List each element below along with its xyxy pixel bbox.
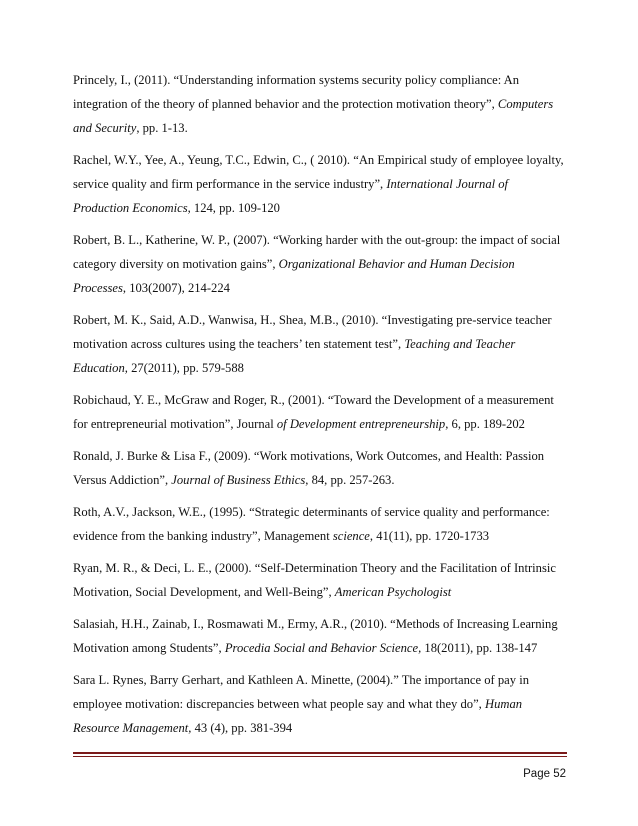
reference-entry bbox=[73, 668, 567, 740]
reference-details: , 6, pp. 189-202 bbox=[445, 417, 525, 431]
reference-source: Human Resource Management, bbox=[73, 697, 523, 735]
reference-details: , pp. 1-13. bbox=[136, 121, 188, 135]
footer-divider-thin bbox=[73, 756, 567, 757]
reference-source: Procedia Social and Behavior Science, bbox=[224, 641, 422, 655]
reference-source: Organizational Behavior and Human Decision Processes bbox=[73, 257, 515, 295]
reference-source: Journal of Business Ethics bbox=[171, 473, 306, 487]
reference-entry bbox=[73, 556, 567, 604]
footer-divider bbox=[73, 752, 567, 754]
reference-entry bbox=[73, 228, 567, 300]
reference-entry bbox=[73, 148, 567, 220]
reference-details: 18(2011), pp. 138-147 bbox=[421, 641, 538, 655]
reference-text: Robert, B. L., Katherine, W. P., (2007). “Working harder with the out-group: the impact of social category diversity on motivation gains”, bbox=[73, 233, 561, 271]
reference-text: Rachel, W.Y., Yee, A., Yeung, T.C., Edwin, C., ( 2010). “An Empirical study of employee loyalty, service quality and firm performance in the service industry”, bbox=[73, 153, 564, 191]
reference-text: Ryan, M. R., & Deci, L. E., (2000). “Self-Determination Theory and the Facilitation of Intrinsic Motivation, Social Development, and Well-Being”, bbox=[73, 561, 556, 599]
reference-details: 27(2011), pp. 579-588 bbox=[127, 361, 244, 375]
page-number: Page 52 bbox=[523, 768, 566, 780]
reference-details: 43 (4), pp. 381-394 bbox=[191, 721, 293, 735]
reference-entry bbox=[73, 612, 567, 660]
reference-entry bbox=[73, 444, 567, 492]
reference-entry bbox=[73, 68, 567, 140]
reference-source: Computers and Security bbox=[73, 97, 554, 135]
reference-text: Salasiah, H.H., Zainab, I., Rosmawati M., Ermy, A.R., (2010). “Methods of Increasing Learning Motivation among Students”, bbox=[73, 617, 558, 655]
reference-text: Sara L. Rynes, Barry Gerhart, and Kathleen A. Minette, (2004).” The importance of pay in employee motivation: discrepancies between what people say and what they do”, bbox=[73, 673, 529, 711]
reference-text: Princely, I., (2011). “Understanding information systems security policy compliance: An integration of the theory of planned behavior and the protection motivation theory”, bbox=[73, 73, 520, 111]
reference-details: , 84, pp. 257-263. bbox=[305, 473, 395, 487]
reference-details: , 103(2007), 214-224 bbox=[122, 281, 230, 295]
reference-entry bbox=[73, 500, 567, 548]
reference-entry bbox=[73, 388, 567, 436]
reference-details: , 41(11), pp. 1720-1733 bbox=[369, 529, 490, 543]
reference-details: 124, pp. 109-120 bbox=[190, 201, 280, 215]
reference-text: Robichaud, Y. E., McGraw and Roger, R., (2001). “Toward the Development of a measurement for entrepreneurial motivation”, Journal bbox=[73, 393, 554, 431]
reference-source: science bbox=[332, 529, 370, 543]
reference-text: Roth, A.V., Jackson, W.E., (1995). “Strategic determinants of service quality and performance: evidence from the banking industry”, Management bbox=[73, 505, 550, 543]
reference-source: American Psychologist bbox=[334, 585, 452, 599]
reference-source: of Development entrepreneurship bbox=[276, 417, 446, 431]
reference-list bbox=[73, 68, 567, 748]
reference-source: Teaching and Teacher Education, bbox=[73, 337, 516, 375]
reference-entry bbox=[73, 308, 567, 380]
reference-source: International Journal of Production Economics, bbox=[73, 177, 509, 215]
reference-text: Ronald, J. Burke & Lisa F., (2009). “Work motivations, Work Outcomes, and Health: Passion Versus Addiction”, bbox=[73, 449, 545, 487]
reference-text: Robert, M. K., Said, A.D., Wanwisa, H., Shea, M.B., (2010). “Investigating pre-service teacher motivation across cultures using the teachers’ ten statement test”, bbox=[73, 313, 552, 351]
